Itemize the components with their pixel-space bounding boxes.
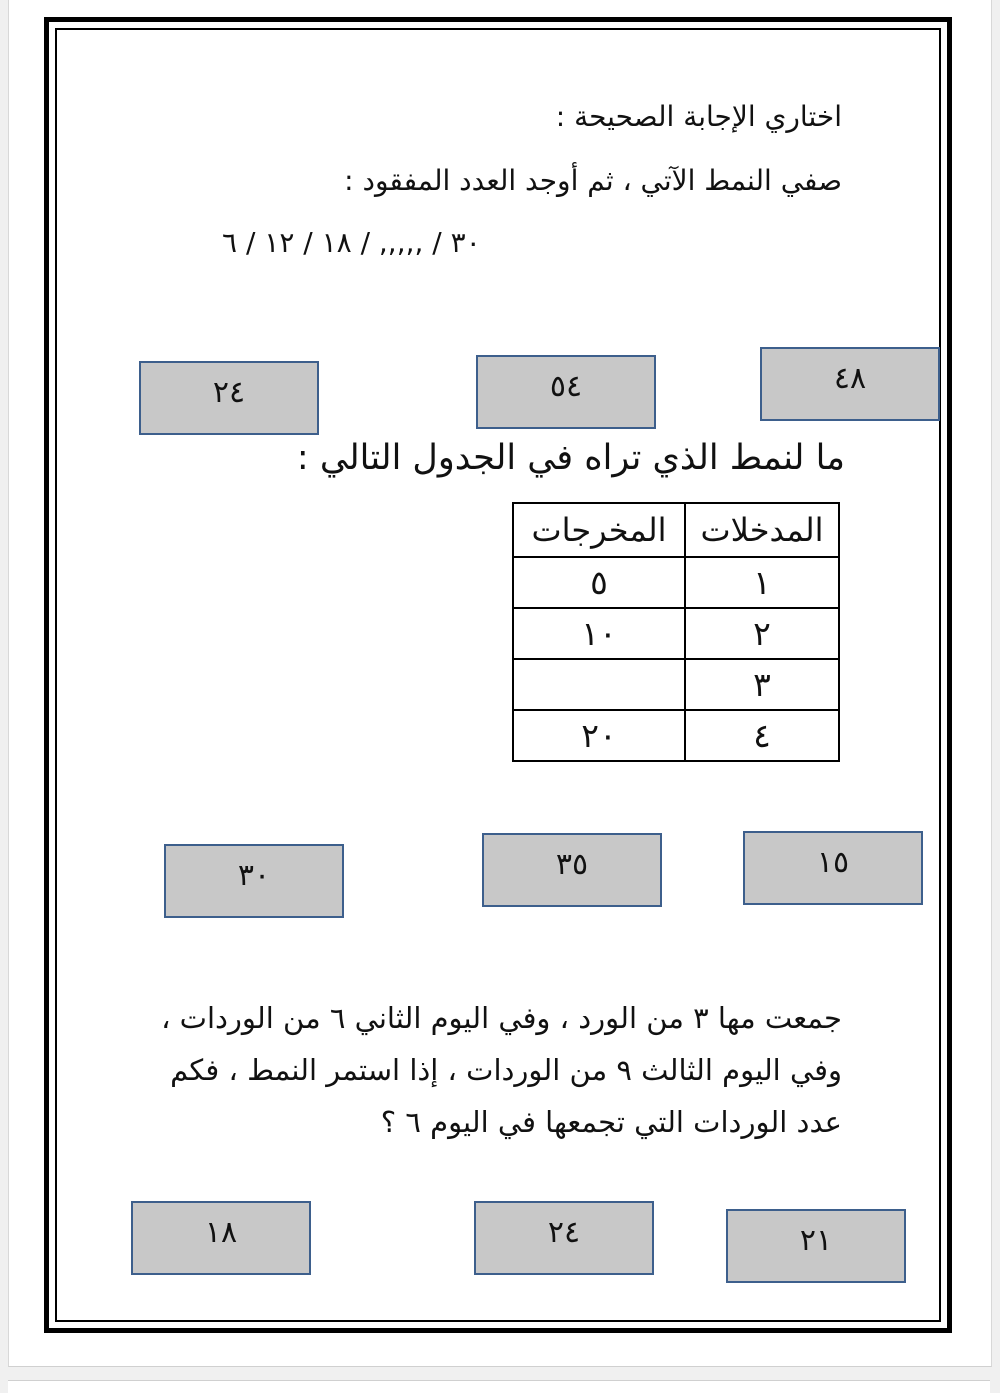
table-cell-output: ١٠ [513, 608, 685, 659]
q2-option-2[interactable] [482, 833, 662, 907]
table-row [513, 710, 839, 761]
q3-option-2-label: ٢٤ [547, 1215, 581, 1250]
q1-option-1[interactable] [760, 347, 940, 421]
input-output-table [512, 502, 840, 762]
table-row [513, 608, 839, 659]
q3-option-1-label: ٢١ [799, 1223, 833, 1258]
q1-option-1-label: ٤٨ [833, 361, 867, 396]
q2-option-1-label: ١٥ [816, 845, 850, 880]
table-row [513, 659, 839, 710]
q1-option-2-label: ٥٤ [549, 369, 583, 404]
table-header-row [513, 503, 839, 557]
table-cell-input: ٣ [685, 659, 839, 710]
table-cell-input: ٤ [685, 710, 839, 761]
question-3-text: جمعت مها ٣ من الورد ، وفي اليوم الثاني ٦ من الوردات ، وفي اليوم الثالث ٩ من الوردات ، إذا استمر النمط ، فكم عدد الوردات التي تجمعها في اليوم ٦ ؟ [161, 1001, 842, 1139]
question-2-text: ما لنمط الذي تراه في الجدول التالي : [296, 438, 845, 478]
q3-option-2[interactable] [474, 1201, 654, 1275]
q1-option-3[interactable] [139, 361, 319, 435]
q3-option-3[interactable] [131, 1201, 311, 1275]
table-cell-input: ٢ [685, 608, 839, 659]
q1-option-3-label: ٢٤ [212, 375, 246, 410]
q2-option-3-label: ٣٠ [237, 858, 271, 893]
q3-option-1[interactable] [726, 1209, 906, 1283]
table-cell-output: ٥ [513, 557, 685, 608]
table-row [513, 557, 839, 608]
table-cell-output: ٢٠ [513, 710, 685, 761]
q2-option-1[interactable] [743, 831, 923, 905]
q1-option-2[interactable] [476, 355, 656, 429]
sequence-text: ٣٠ / ,,,,, / ١٨ / ١٢ / ٦ [222, 226, 481, 259]
question-1-text: صفي النمط الآتي ، ثم أوجد العدد المفقود : [344, 164, 842, 197]
number-sequence [222, 226, 481, 259]
table-cell-output [513, 659, 685, 710]
table-cell-input: ١ [685, 557, 839, 608]
next-page-edge [8, 1380, 990, 1393]
header-outputs: المخرجات [513, 503, 685, 557]
instruction-text: اختاري الإجابة الصحيحة : [555, 100, 842, 133]
q3-option-3-label: ١٨ [204, 1215, 238, 1250]
q2-option-3[interactable] [164, 844, 344, 918]
header-inputs: المدخلات [685, 503, 839, 557]
q2-option-2-label: ٣٥ [555, 847, 589, 882]
